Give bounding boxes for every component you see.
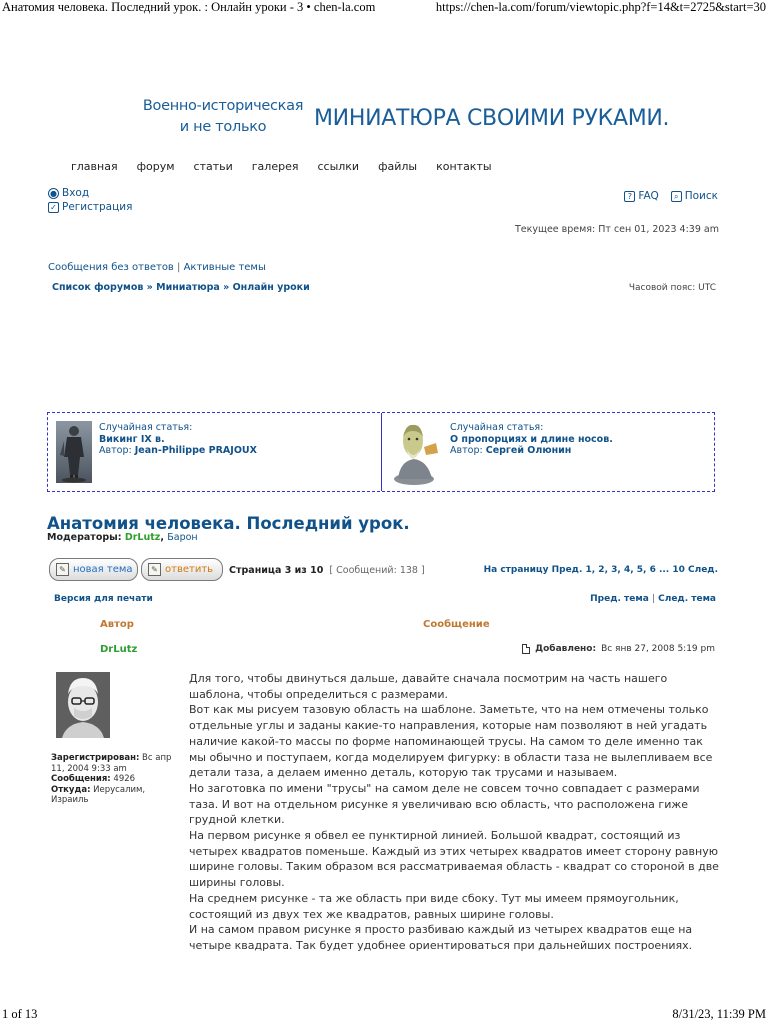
random-article-author-label: Автор: bbox=[450, 445, 483, 456]
post-date-value: Вс янв 27, 2008 5:19 pm bbox=[601, 644, 715, 654]
new-topic-icon: ✎ bbox=[56, 563, 69, 576]
faq-label: FAQ bbox=[638, 190, 659, 202]
register-label: Регистрация bbox=[62, 201, 133, 213]
print-page-title: Анатомия человека. Последний урок. : Онлайн уроки - 3 • chen-la.com bbox=[2, 0, 376, 14]
login-link[interactable] bbox=[48, 186, 132, 200]
print-page-url: https://chen-la.com/forum/viewtopic.php?f=14&t=2725&start=30 bbox=[435, 0, 766, 14]
breadcrumb-sep: » bbox=[223, 282, 230, 293]
timezone: Часовой пояс: UTC bbox=[628, 283, 716, 293]
reply-label: ответить bbox=[165, 564, 214, 575]
nav-home[interactable]: главная bbox=[71, 160, 118, 173]
post-paragraph: Но заготовка по имени "трусы" на самом деле не совсем точно совпадает с размерами таза. И вот на отдельном рисунке я увеличиваю всю область, что расположена гиже грудной клетки. bbox=[189, 781, 700, 827]
register-link[interactable] bbox=[48, 200, 132, 214]
moderators-label: Модераторы: bbox=[47, 532, 122, 543]
moderator-link[interactable]: DrLutz bbox=[124, 532, 161, 543]
new-topic-button[interactable] bbox=[49, 558, 138, 581]
random-article-2 bbox=[381, 413, 714, 491]
reply-button[interactable] bbox=[141, 558, 223, 581]
print-header bbox=[0, 0, 768, 18]
author-avatar bbox=[56, 672, 110, 738]
posts-count: 4926 bbox=[113, 774, 136, 784]
post-date bbox=[522, 644, 715, 654]
active-topics-link[interactable]: Активные темы bbox=[183, 262, 266, 273]
post-paragraph: Для того, чтобы двинуться дальше, давайте сначала посмотрим на часть нашего шаблона, чтобы определиться с размерами. bbox=[189, 672, 668, 701]
nav-links[interactable]: ссылки bbox=[317, 160, 360, 173]
topic-title[interactable]: Анатомия человека. Последний урок. bbox=[47, 514, 410, 533]
page-current: 3 bbox=[284, 565, 292, 576]
search-links-separator: | bbox=[177, 262, 181, 273]
search-link[interactable] bbox=[671, 190, 718, 202]
nav-files[interactable]: файлы bbox=[378, 160, 418, 173]
nav-forum[interactable]: форум bbox=[136, 160, 175, 173]
current-time: Текущее время: Пт сен 01, 2023 4:39 am bbox=[515, 224, 719, 235]
post-document-icon[interactable] bbox=[522, 644, 530, 654]
posts-label: Сообщения: bbox=[51, 774, 111, 784]
pagination[interactable]: На страницу Пред. 1, 2, 3, 4, 5, 6 ... 10 След. bbox=[483, 565, 718, 575]
breadcrumb bbox=[52, 282, 310, 293]
from-location: Иерусалим, Израиль bbox=[51, 784, 146, 805]
page-total: 10 bbox=[310, 565, 324, 576]
post-date-label: Добавлено: bbox=[535, 644, 597, 654]
random-article-label: Случайная статья: bbox=[99, 422, 193, 433]
page-of: из bbox=[294, 565, 307, 576]
logo-line2: и не только bbox=[179, 119, 267, 135]
new-topic-label: новая тема bbox=[73, 564, 133, 575]
breadcrumb-miniature[interactable]: Миниатюра bbox=[156, 282, 220, 293]
random-article-author[interactable]: Jean-Philippe PRAJOUX bbox=[134, 445, 257, 456]
logo-line1: Военно-историческая bbox=[142, 98, 304, 114]
login-icon: ● bbox=[48, 188, 59, 199]
random-articles-box bbox=[47, 412, 715, 492]
breadcrumb-online-lessons[interactable]: Онлайн уроки bbox=[232, 282, 310, 293]
register-icon: ✓ bbox=[48, 202, 59, 213]
random-article-label: Случайная статья: bbox=[450, 422, 544, 433]
bust-sculpture-thumbnail[interactable] bbox=[390, 419, 442, 485]
post-count: [ Сообщений: 138 ] bbox=[329, 565, 425, 576]
breadcrumb-forum-index[interactable]: Список форумов bbox=[52, 282, 144, 293]
unanswered-posts-link[interactable]: Сообщения без ответов bbox=[48, 262, 174, 273]
print-page-number: 1 of 13 bbox=[2, 1007, 38, 1021]
moderator-link[interactable]: Барон bbox=[167, 532, 198, 543]
post-paragraph: Вот как мы рисуем тазовую область на шаблоне. Заметьте, что на нем отмечены только отдельные углы и заданы какие-то направления, которые нам позволяют в ней угадать наличие какой-то массы по форме напоминающей трусы. На самом то деле именно так мы обычно и поступаем, когда моделируем фигурку: в области таза не вылепливаем все детали таза, а делаем именно деталь, которую так трусами и называем. bbox=[189, 703, 713, 780]
reply-icon: ✎ bbox=[148, 563, 161, 576]
user-links bbox=[48, 186, 132, 214]
post-paragraph: На среднем рисунке - та же область при виде сбоку. Тут мы имеем прямоугольник, состоящий из двух тех же квадратов, равных ширине головы. bbox=[189, 891, 679, 921]
search-links bbox=[48, 262, 266, 273]
search-icon: ⌕ bbox=[671, 191, 682, 202]
nav-contacts[interactable]: контакты bbox=[436, 160, 492, 173]
random-article-2-text bbox=[450, 422, 613, 457]
print-footer bbox=[0, 1006, 768, 1024]
page-info bbox=[229, 565, 425, 576]
column-message-header: Сообщение bbox=[423, 619, 490, 630]
viking-miniature-thumbnail[interactable] bbox=[56, 421, 92, 483]
random-article-author[interactable]: Сергей Олюнин bbox=[485, 445, 572, 456]
faq-link[interactable] bbox=[624, 190, 658, 202]
faq-icon: ? bbox=[624, 191, 635, 202]
post-paragraph: И на самом правом рисунке я просто разбиваю каждый из четырех квадратов еще на четыре квадрата. Так будет удобнее ориентироваться при дальнейших построениях. bbox=[189, 923, 693, 952]
breadcrumb-sep: » bbox=[146, 282, 153, 293]
prev-next-separator: | bbox=[651, 594, 655, 604]
random-article-title[interactable]: Викинг IX в. bbox=[99, 433, 165, 445]
topic-navigation bbox=[590, 594, 716, 604]
site-logo-subtitle[interactable] bbox=[140, 96, 306, 138]
random-article-author-label: Автор: bbox=[99, 445, 132, 456]
search-label: Поиск bbox=[684, 190, 718, 202]
nav-articles[interactable]: статьи bbox=[193, 160, 233, 173]
top-links bbox=[624, 190, 718, 202]
post-body bbox=[189, 671, 719, 954]
next-topic-link[interactable]: След. тема bbox=[658, 594, 716, 604]
page-label: Страница bbox=[229, 565, 282, 576]
random-article-1 bbox=[48, 413, 381, 491]
post-author-name[interactable]: DrLutz bbox=[100, 644, 138, 655]
main-nav bbox=[71, 160, 492, 173]
nav-gallery[interactable]: галерея bbox=[251, 160, 299, 173]
random-article-1-text bbox=[99, 422, 257, 457]
login-label: Вход bbox=[62, 187, 90, 199]
print-version-link[interactable]: Версия для печати bbox=[54, 594, 153, 604]
post-paragraph: На первом рисунке я обвел ее пунктирной линией. Большой квадрат, состоящий из четырех квадратов поменьше. Каждый из этих четырех квадратов имеет сторону равную ширине головы. Таким образом вся рассматриваемая область - квадрат со стороной в две ширины головы. bbox=[189, 829, 719, 890]
moderators bbox=[47, 532, 198, 543]
author-profile bbox=[51, 753, 181, 806]
registered-date: Вс апр 11, 2004 9:33 am bbox=[51, 753, 172, 774]
from-label: Откуда: bbox=[51, 784, 91, 795]
print-date: 8/31/23, 11:39 PM bbox=[672, 1007, 766, 1021]
prev-topic-link[interactable]: Пред. тема bbox=[590, 594, 649, 604]
random-article-title[interactable]: О пропорциях и длине носов. bbox=[450, 433, 613, 445]
column-author-header: Автор bbox=[100, 619, 134, 630]
moderators-comma: , bbox=[160, 532, 164, 543]
site-logo-title[interactable]: МИНИАТЮРА СВОИМИ РУКАМИ. bbox=[314, 106, 670, 131]
registered-label: Зарегистрирован: bbox=[51, 753, 140, 763]
